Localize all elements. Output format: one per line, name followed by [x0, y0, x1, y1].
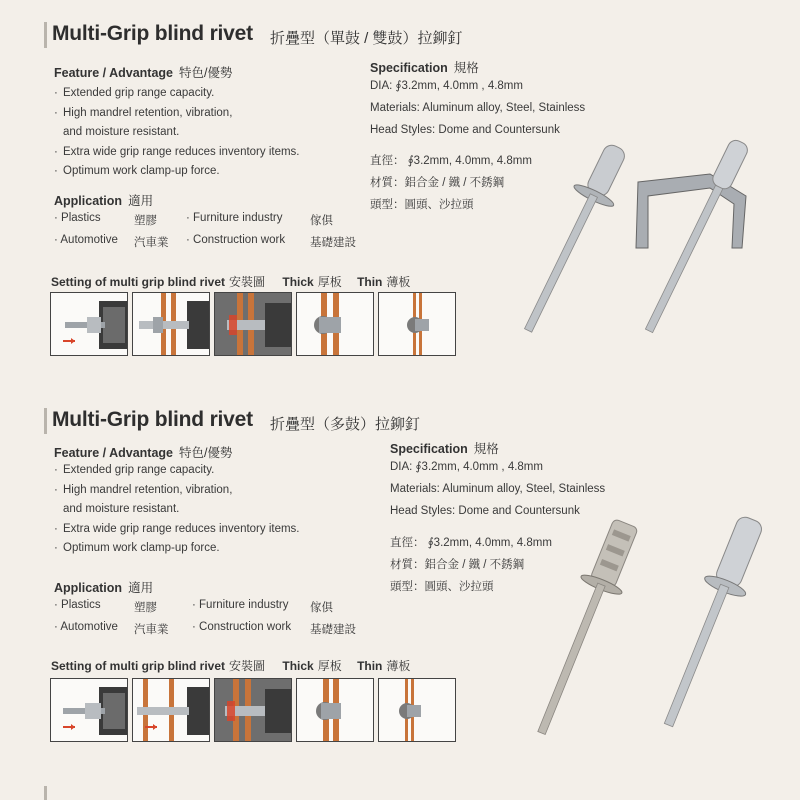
spec-materials-cn: 材質：鋁合金 / 鐵 / 不銹鋼 — [370, 177, 505, 189]
setting-step-set — [214, 678, 292, 742]
application-list — [54, 212, 384, 256]
setting-step-set — [214, 292, 292, 356]
rivet-left-image — [530, 515, 647, 741]
rivet-insert-illustration — [51, 293, 128, 356]
spec-dia-cn: 直徑： ∮3.2mm, 4.0mm, 4.8mm — [390, 537, 552, 549]
rivet-place-illustration — [133, 293, 210, 356]
application-row — [54, 234, 384, 256]
product-photo-rivets — [530, 511, 770, 751]
feature-item: · Optimum work clamp-up force. — [54, 542, 220, 554]
spec-head-styles: Head Styles: Dome and Countersunk — [370, 124, 560, 136]
rivet-thick-illustration — [297, 293, 374, 356]
spec-materials: Materials: Aluminum alloy, Steel, Stainless — [390, 483, 606, 495]
feature-item: · Extra wide grip range reduces inventory items. — [54, 522, 300, 535]
setting-thick — [296, 678, 374, 742]
title-rule — [44, 408, 47, 434]
feature-item: · High mandrel retention, vibration, — [54, 106, 233, 119]
rivet-left-image — [510, 137, 637, 340]
application-heading: Application 適用 — [54, 581, 154, 595]
section-multi-bulb — [0, 386, 800, 772]
application-item: · Construction work — [192, 621, 292, 633]
rivet-thin-illustration — [379, 293, 456, 356]
rivet-insert-illustration — [51, 679, 128, 742]
setting-diagram-strip — [50, 292, 456, 356]
application-item-cn: 塑膠 — [134, 215, 157, 227]
application-heading: Application 適用 — [54, 194, 154, 208]
application-item-cn: 傢俱 — [310, 602, 333, 614]
setting-label: Setting of multi grip blind rivet 安裝圖 Thick 厚板 Thin 薄板 — [51, 275, 411, 289]
application-item-cn: 基礎建設 — [310, 624, 356, 636]
rivet-place-illustration — [133, 679, 210, 742]
setting-thin — [378, 292, 456, 356]
feature-list — [54, 84, 354, 182]
rivet-set-illustration — [215, 293, 292, 356]
spec-heading: Specification 規格 — [390, 442, 499, 456]
section-title: Multi-Grip blind rivet — [52, 22, 253, 45]
spec-materials: Materials: Aluminum alloy, Steel, Stainless — [370, 102, 586, 114]
application-item: · Furniture industry — [192, 599, 289, 611]
spec-dia-cn: 直徑： ∮3.2mm, 4.0mm, 4.8mm — [370, 155, 532, 167]
rivet-right-image — [649, 511, 770, 733]
application-item: · Automotive — [54, 621, 118, 633]
spec-head-styles-cn: 頭型：圓頭、沙拉頭 — [370, 199, 474, 211]
setting-thick — [296, 292, 374, 356]
feature-item: · Extended grip range capacity. — [54, 87, 215, 99]
application-row — [54, 621, 384, 643]
application-item: · Furniture industry — [186, 212, 283, 224]
section-single-double-bulb — [0, 0, 800, 386]
spec-heading: Specification 規格 — [370, 61, 479, 75]
setting-step-place — [132, 292, 210, 356]
section-title-cn: 折疊型（多鼓）拉鉚釘 — [270, 416, 421, 433]
spec-dia: DIA: ∮3.2mm, 4.0mm , 4.8mm — [370, 80, 523, 92]
application-item-cn: 塑膠 — [134, 602, 157, 614]
application-list — [54, 599, 384, 643]
application-item: · Automotive — [54, 234, 118, 246]
setting-step-insert — [50, 678, 128, 742]
application-item-cn: 基礎建設 — [310, 237, 356, 249]
application-row — [54, 599, 384, 621]
setting-diagram-strip — [50, 678, 456, 742]
application-row — [54, 212, 384, 234]
feature-heading: Feature / Advantage 特色/優勢 — [54, 446, 233, 460]
feature-item-continued: and moisture resistant. — [63, 126, 180, 138]
application-item: · Plastics — [54, 212, 101, 224]
section-title: Multi-Grip blind rivet — [52, 408, 253, 431]
title-rule — [44, 22, 47, 48]
feature-heading: Feature / Advantage 特色/優勢 — [54, 66, 233, 80]
feature-item: · High mandrel retention, vibration, — [54, 483, 233, 496]
rivet-thick-illustration — [297, 679, 374, 742]
setting-step-place — [132, 678, 210, 742]
feature-item-continued: and moisture resistant. — [63, 503, 180, 515]
spec-head-styles-cn: 頭型：圓頭、沙拉頭 — [390, 581, 494, 593]
application-item: · Construction work — [186, 234, 286, 246]
product-photo-rivets — [510, 130, 770, 360]
application-item-cn: 汽車業 — [134, 237, 169, 249]
application-item: · Plastics — [54, 599, 101, 611]
setting-label: Setting of multi grip blind rivet 安裝圖 Thick 厚板 Thin 薄板 — [51, 659, 411, 673]
feature-item: · Extra wide grip range reduces inventory items. — [54, 145, 300, 158]
application-item-cn: 汽車業 — [134, 624, 169, 636]
spec-head-styles: Head Styles: Dome and Countersunk — [390, 505, 580, 517]
feature-list — [54, 461, 354, 559]
spec-dia: DIA: ∮3.2mm, 4.0mm , 4.8mm — [390, 461, 543, 473]
title-rule-partial — [44, 786, 47, 800]
feature-item: · Extended grip range capacity. — [54, 464, 215, 476]
setting-step-insert — [50, 292, 128, 356]
rivet-thin-illustration — [379, 679, 456, 742]
setting-thin — [378, 678, 456, 742]
spec-materials-cn: 材質：鋁合金 / 鐵 / 不銹鋼 — [390, 559, 525, 571]
section-title-cn: 折疊型（單鼓 / 雙鼓）拉鉚釘 — [270, 30, 463, 47]
application-item-cn: 傢俱 — [310, 215, 333, 227]
feature-item: · Optimum work clamp-up force. — [54, 165, 220, 177]
rivet-set-illustration — [215, 679, 292, 742]
